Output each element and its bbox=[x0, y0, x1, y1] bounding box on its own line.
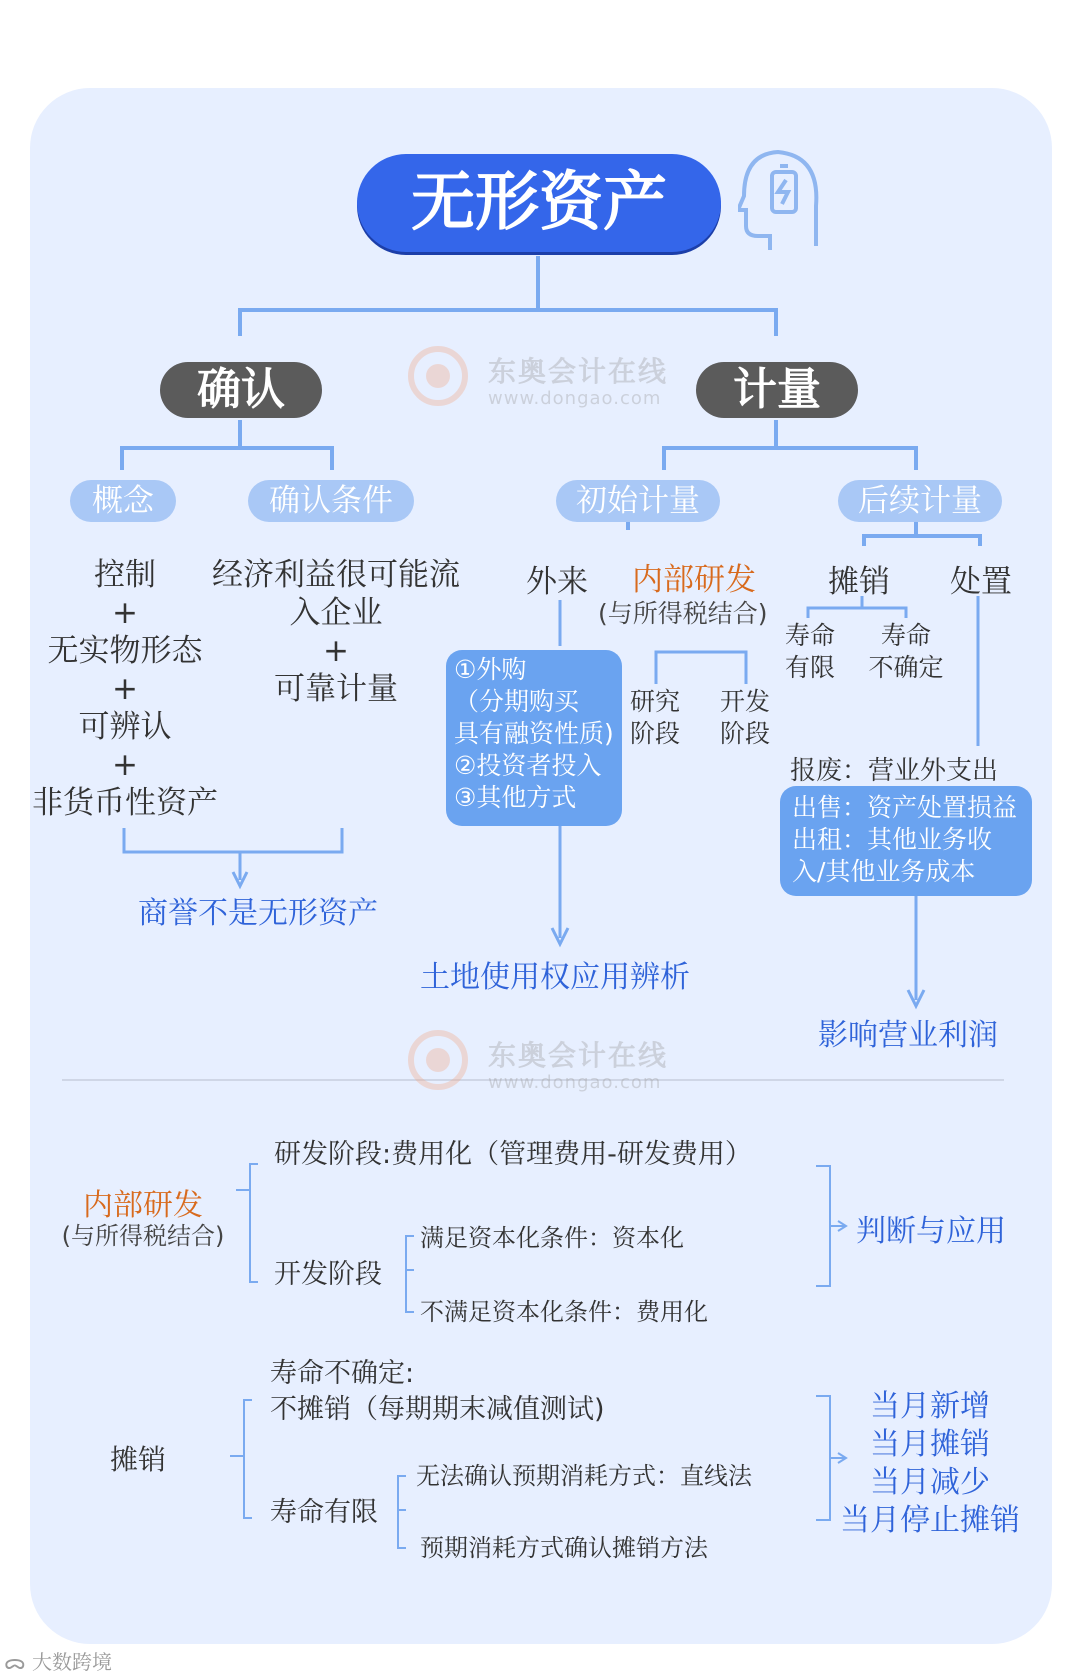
internal-rd-label: 内部研发 bbox=[632, 562, 756, 598]
disposal-label: 处置 bbox=[950, 564, 1012, 600]
external-label: 外来 bbox=[526, 564, 588, 600]
rd-section-label: 内部研发 bbox=[83, 1188, 203, 1223]
research-stage-label: 研究 阶段 bbox=[630, 687, 681, 748]
initial-measurement-label: 初始计量 bbox=[556, 480, 720, 522]
measurement-label: 计量 bbox=[696, 362, 858, 418]
finite-life-label: 寿命 有限 bbox=[784, 621, 835, 682]
subsequent-measurement-label: 后续计量 bbox=[838, 480, 1002, 522]
land-use-note: 土地使用权应用辨析 bbox=[420, 960, 690, 995]
conditions-label: 确认条件 bbox=[248, 480, 414, 522]
internal-rd-note: (与所得税结合) bbox=[598, 599, 768, 628]
footer-logo-icon: ᯅ bbox=[4, 1650, 26, 1674]
amort-section-label: 摊销 bbox=[110, 1443, 167, 1476]
amort-finite-pattern: 预期消耗方式确认摊销方法 bbox=[420, 1534, 708, 1562]
head-battery-icon bbox=[738, 146, 828, 256]
indefinite-life-label: 寿命 不确定 bbox=[868, 621, 944, 682]
scrap-note: 报废：营业外支出 bbox=[790, 756, 999, 786]
amort-finite-label: 寿命有限 bbox=[270, 1497, 378, 1528]
rd-dev-capitalize: 满足资本化条件：资本化 bbox=[420, 1224, 684, 1252]
operating-profit-note: 影响营业利润 bbox=[818, 1018, 998, 1053]
footer-logo: ᯅ 大数跨境 bbox=[4, 1650, 112, 1674]
concept-label: 概念 bbox=[70, 480, 176, 522]
rd-section-note: (与所得税结合) bbox=[61, 1222, 225, 1250]
conditions-text: 经济利益很可能流 入企业 + 可靠计量 bbox=[212, 557, 460, 707]
external-sources-box: ①外购 （分期购买 具有融资性质) ②投资者投入 ③其他方式 bbox=[446, 650, 622, 826]
amort-indefinite: 寿命不确定: 不摊销（每期期末减值测试) bbox=[270, 1358, 605, 1425]
amortization-label: 摊销 bbox=[828, 564, 890, 600]
development-stage-label: 开发 阶段 bbox=[720, 687, 771, 748]
rd-dev-expense: 不满足资本化条件：费用化 bbox=[420, 1298, 708, 1326]
page-title: 无形资产 bbox=[357, 154, 721, 252]
rd-development-label: 开发阶段 bbox=[274, 1259, 382, 1290]
goodwill-note: 商誉不是无形资产 bbox=[138, 896, 378, 931]
rd-research-text: 研发阶段:费用化（管理费用-研发费用） bbox=[274, 1139, 752, 1170]
rd-result: 判断与应用 bbox=[856, 1214, 1006, 1249]
recognition-label: 确认 bbox=[160, 362, 322, 418]
concept-items: 控制 + 无实物形态 + 可辨认 + 非货币性资产 bbox=[32, 557, 218, 821]
disposal-box: 出售：资产处置损益 出租：其他业务收 入/其他业务成本 bbox=[780, 786, 1032, 896]
amort-finite-straight-line: 无法确认预期消耗方式：直线法 bbox=[416, 1462, 752, 1490]
amort-results: 当月新增 当月摊销 当月减少 当月停止摊销 bbox=[840, 1389, 1020, 1538]
